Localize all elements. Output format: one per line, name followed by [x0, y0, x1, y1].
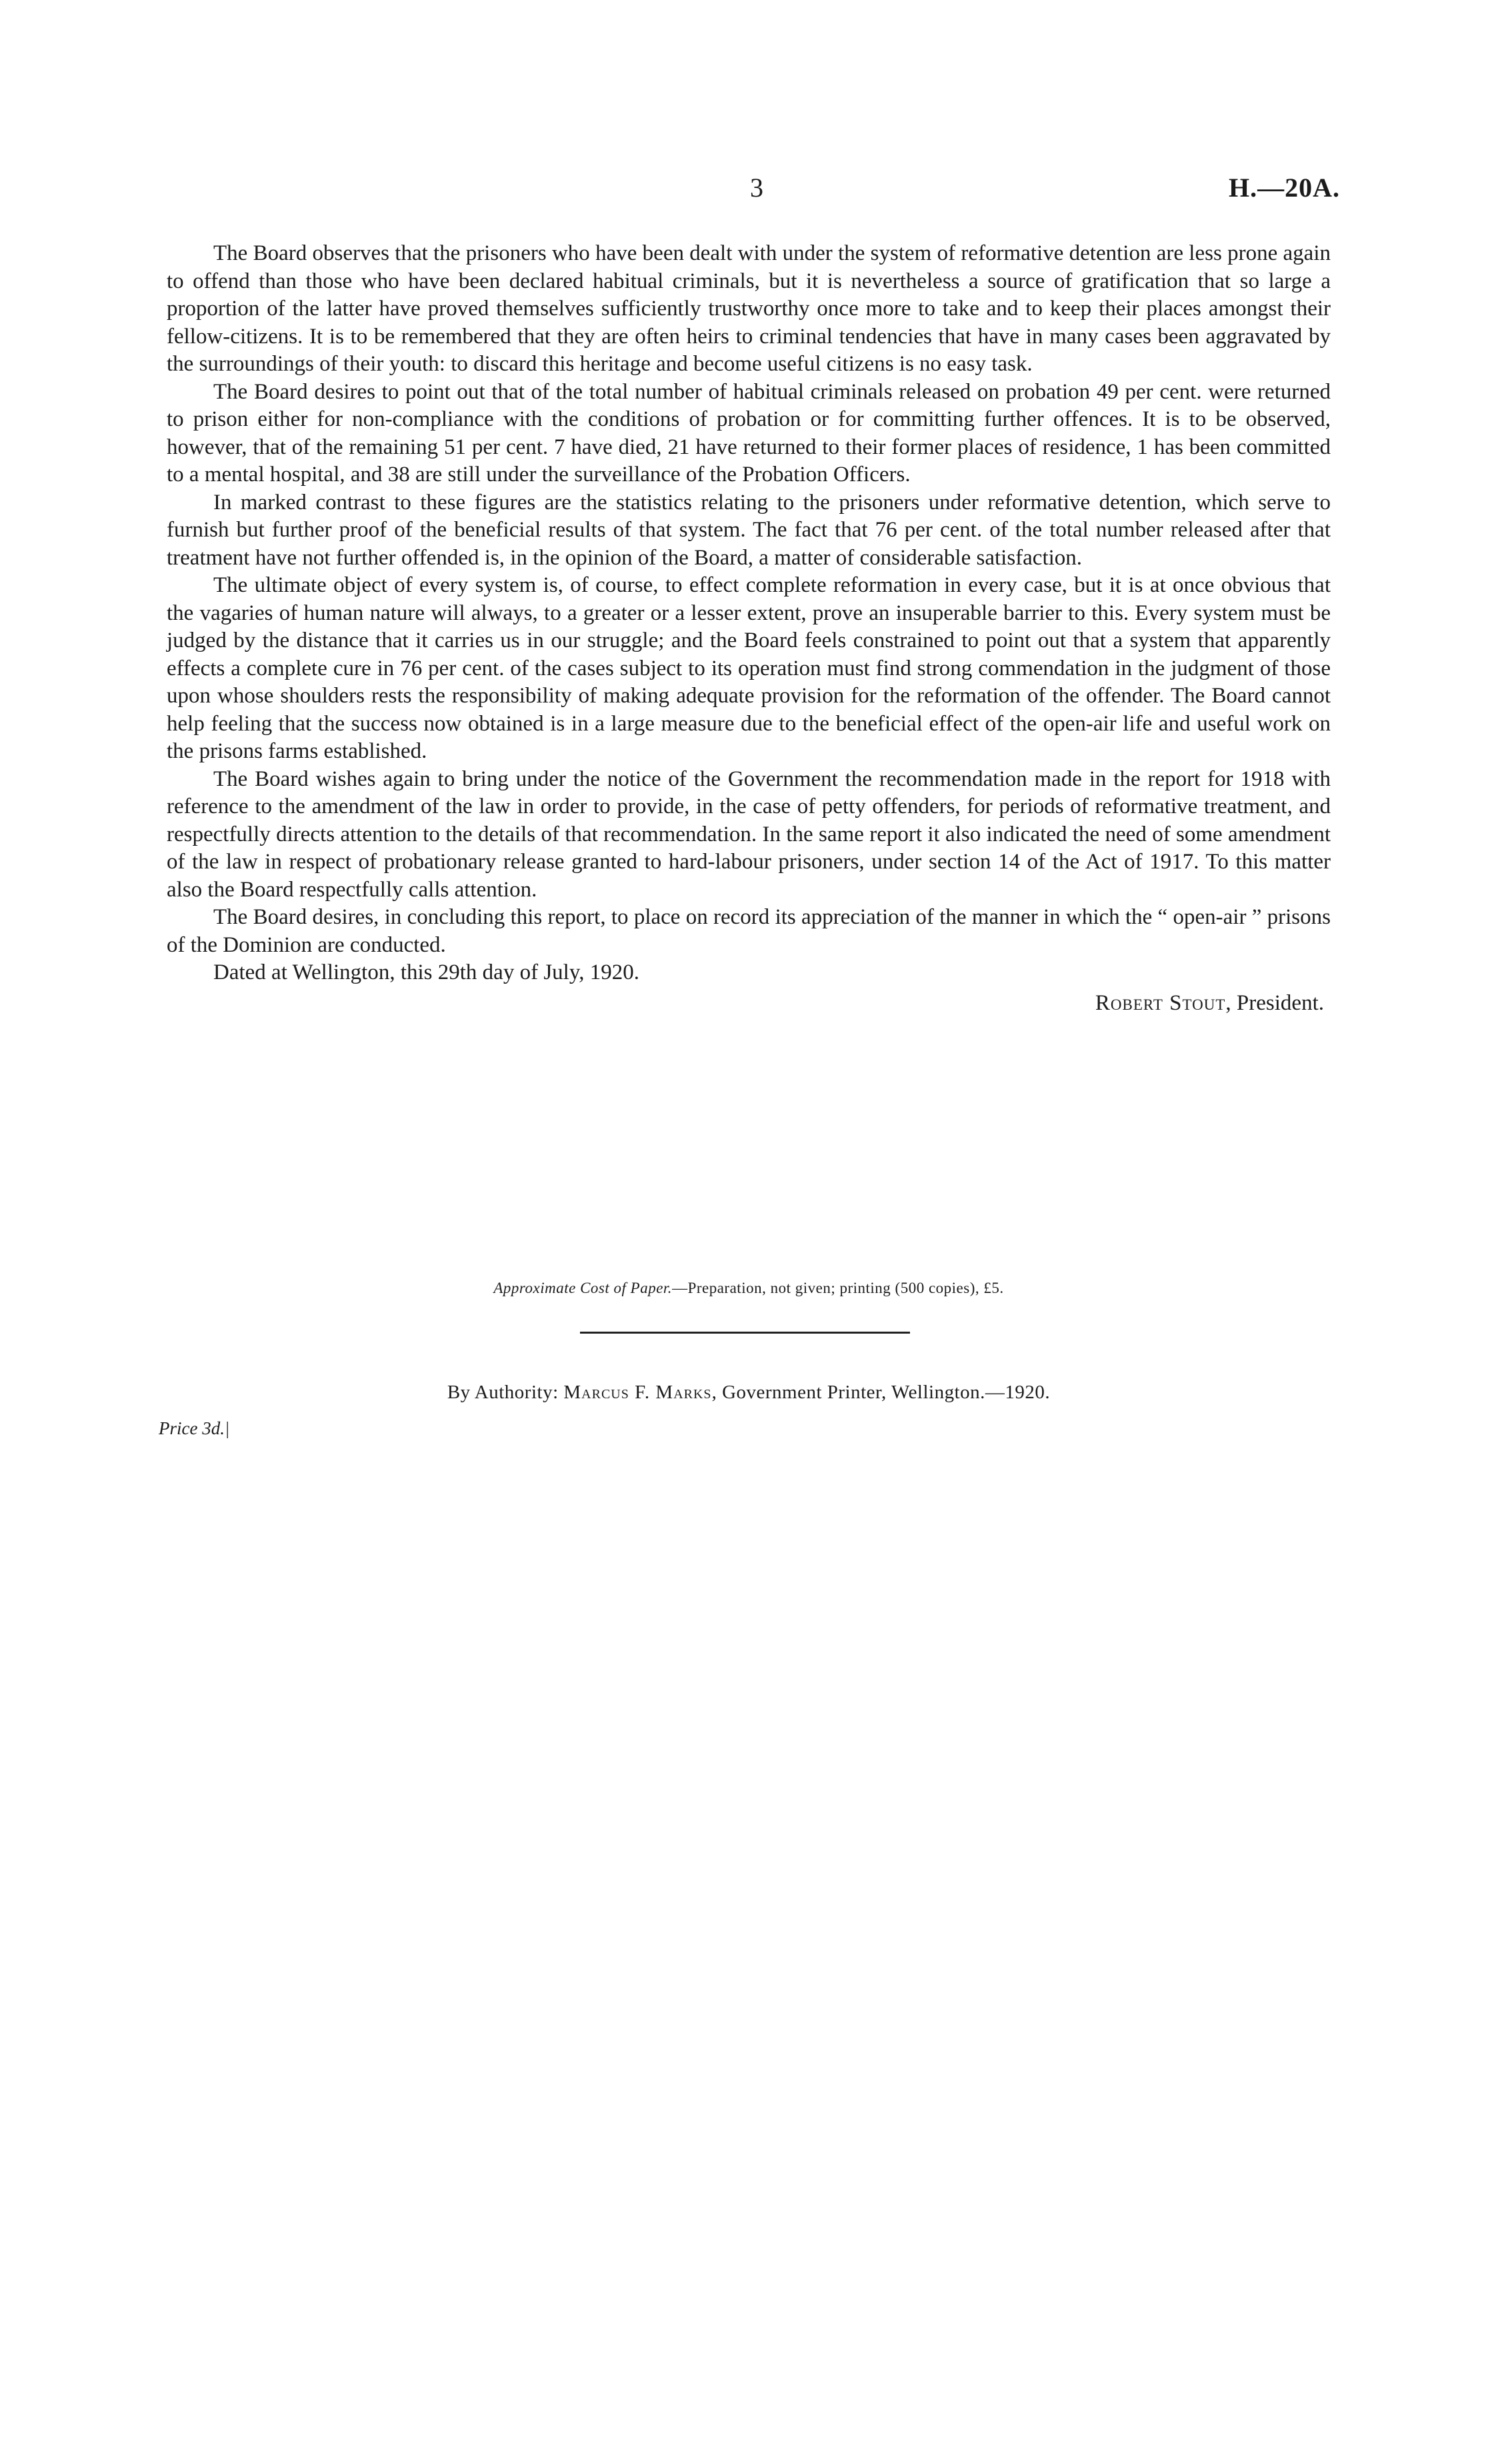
authority-suffix: , Government Printer, Wellington.—1920. — [711, 1382, 1051, 1403]
printer-authority — [167, 1382, 1331, 1404]
signatory-name: Robert Stout — [1095, 990, 1226, 1015]
cost-note — [167, 1280, 1331, 1297]
paragraph-concluding: The Board desires, in concluding this report, to place on record its appreciation of the manner in which the “ open-air ” prisons of the Dominion are conducted. — [167, 905, 1331, 957]
page-number: 3 — [750, 173, 763, 203]
dated-line: Dated at Wellington, this 29th day of July, 1920. — [213, 960, 639, 984]
divider-rule — [580, 1332, 910, 1334]
cost-note-text: —Preparation, not given; printing (500 copies), £5. — [672, 1280, 1004, 1296]
authority-prefix: By Authority: — [447, 1382, 564, 1403]
paragraph-reformative-detention: The Board observes that the prisoners who have been dealt with under the system of reformative detention are less prone again to offend than those who have been declared habitual criminals, but it is nevertheless a source of gratification that so large a proportion of the latter have proved themselves sufficiently trustworthy once more to take and to keep their places amongst their fellow-citizens. It is to be remembered that they are often heirs to criminal tendencies that have in many cases been aggravated by the surroundings of their youth: to discard this heritage and become useful citizens is no easy task. — [167, 241, 1331, 376]
paragraph-marked-contrast: In marked contrast to these figures are the statistics relating to the prisoners under reformative detention, which serve to furnish but further proof of the beneficial results of that system. The fact that 76 per cent. of the total number released after that treatment have not further offended is, in the opinion of the Board, a matter of considerable satisfaction. — [167, 490, 1331, 570]
document-reference: H.—20A. — [1229, 173, 1340, 203]
report-body — [167, 240, 1331, 1017]
paragraph-recommendation: The Board wishes again to bring under the notice of the Government the recommendation made in the report for 1918 with reference to the amendment of the law in order to provide, in the case of petty offenders, for periods of reformative treatment, and respectfully directs attention to the details of that recommendation. In the same report it also indicated the need of some amendment of the law in respect of probationary release granted to hard-labour prisoners, under section 14 of the Act of 1917. To this matter also the Board respectfully calls attention. — [167, 766, 1331, 902]
paragraph-habitual-criminals: The Board desires to point out that of the total number of habitual criminals released on probation 49 per cent. were returned to prison either for non-compliance with the conditions of probation or for committing further offences. It is to be observed, however, that of the remaining 51 per cent. 7 have died, 21 have returned to their former places of residence, 1 has been committed to a mental hospital, and 38 are still under the surveillance of the Probation Officers. — [167, 379, 1331, 487]
printer-name: Marcus F. Marks — [563, 1382, 712, 1403]
signatory-title: , President. — [1225, 990, 1324, 1015]
price: Price 3d.| — [159, 1418, 230, 1438]
paragraph-ultimate-object: The ultimate object of every system is, of course, to effect complete reformation in every case, but it is at once obvious that the vagaries of human nature will always, to a greater or a lesser extent, prove an insuperable barrier to this. Every system must be judged by the distance that it carries us in our struggle; and the Board feels constrained to point out that a system that apparently effects a complete cure in 76 per cent. of the cases subject to its operation must find strong commendation in the judgment of those upon whose shoulders rests the responsibility of making adequate provision for the reformation of the offender. The Board cannot help feeling that the success now obtained is in a large measure due to the beneficial effect of the open-air life and useful work on the prisons farms established. — [167, 573, 1331, 763]
cost-note-label: Approximate Cost of Paper. — [493, 1280, 673, 1296]
signature — [167, 990, 1331, 1018]
